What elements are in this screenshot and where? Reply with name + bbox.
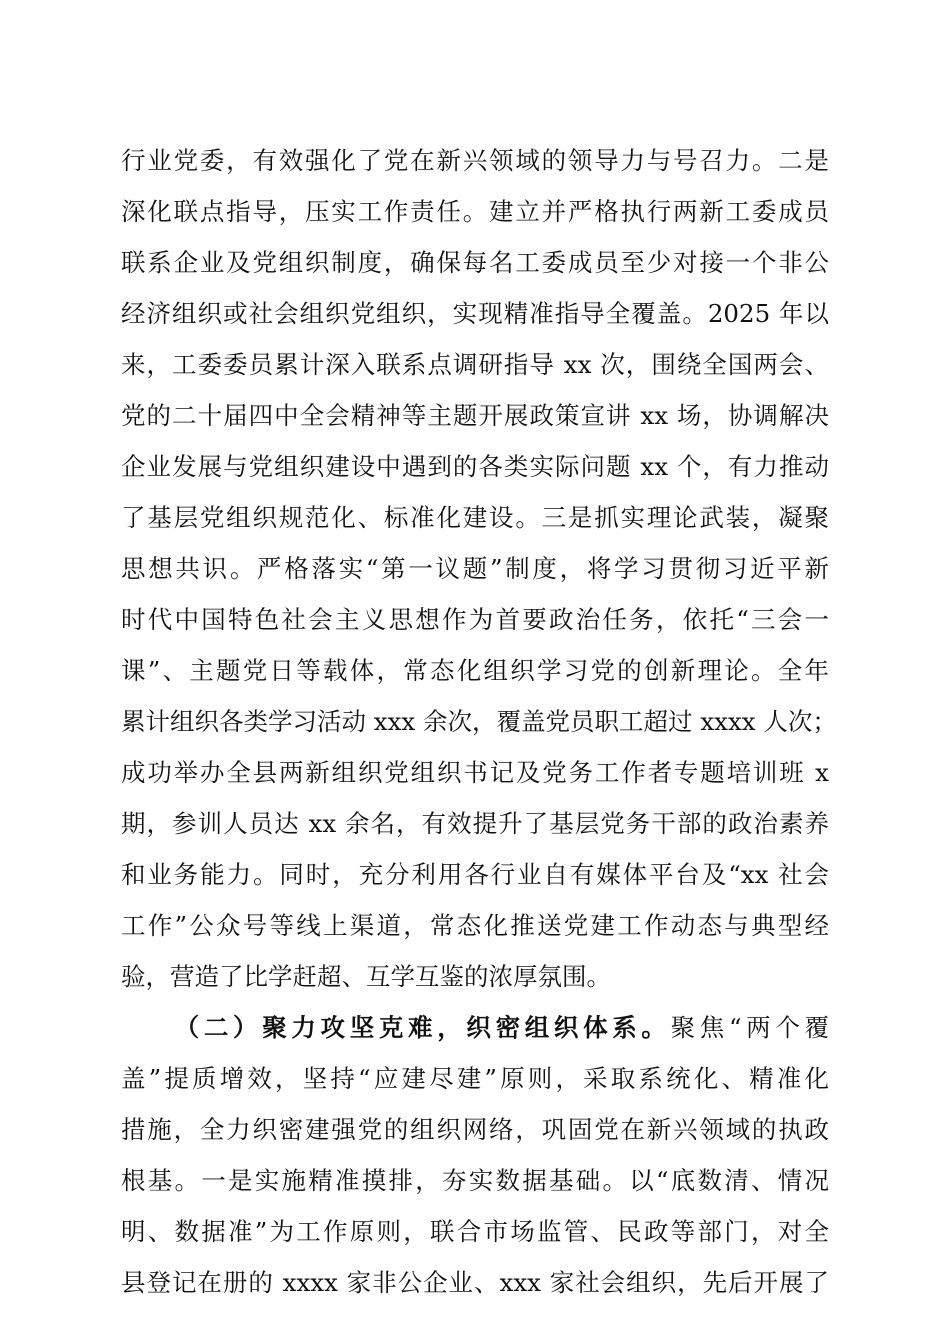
body-text-line: 验，营造了比学赶超、互学互鉴的浓厚氛围。 [121,962,611,991]
body-text-line: 明、数据准”为工作原则，联合市场监管、民政等部门，对全 [121,1217,829,1246]
body-text-line: 时代中国特色社会主义思想作为首要政治任务，依托“三会一 [121,605,829,634]
body-text-line: 期，参训人员达 xx 余名，有效提升了基层党务干部的政治素养 [121,809,829,838]
body-text-line: 措施，全力织密建强党的组织网络，巩固党在新兴领域的执政 [121,1115,829,1144]
section-heading: （二）聚力攻坚克难，织密组织体系。 [170,1013,671,1042]
body-text-line: 成功举办全县两新组织党组织书记及党务工作者专题培训班 x [121,758,829,787]
body-text-line: 课”、主题党日等载体，常态化组织学习党的创新理论。全年 [121,656,829,685]
body-text-line: 经济组织或社会组织党组织，实现精准指导全覆盖。2025 年以 [121,299,829,328]
body-text-line: 工作”公众号等线上渠道，常态化推送党建工作动态与典型经 [121,911,829,940]
body-text-line: 联系企业及党组织制度，确保每名工委成员至少对接一个非公 [121,248,829,277]
body-text-line: 县登记在册的 xxxx 家非公企业、xxx 家社会组织，先后开展了 [121,1268,829,1297]
body-text-line: 来，工委委员累计深入联系点调研指导 xx 次，围绕全国两会、 [121,350,829,379]
body-text-line: 累计组织各类学习活动 xxx 余次，覆盖党员职工超过 xxxx 人次； [121,707,837,736]
body-text-line: 和业务能力。同时，充分利用各行业自有媒体平台及“xx 社会 [121,860,829,889]
body-text-line: 党的二十届四中全会精神等主题开展政策宣讲 xx 场，协调解决 [121,401,829,430]
body-text-line: 根基。一是实施精准摸排，夯实数据基础。以“底数清、情况 [121,1166,829,1195]
section-heading-line [121,1008,829,1048]
body-text-inline: 聚焦“两个覆 [670,1013,829,1042]
body-text-line: 思想共识。严格落实“第一议题”制度，将学习贯彻习近平新 [121,554,829,583]
body-text-line: 企业发展与党组织建设中遇到的各类实际问题 xx 个，有力推动 [121,452,829,481]
body-text-line: 盖”提质增效，坚持“应建尽建”原则，采取系统化、精准化 [121,1064,829,1093]
body-text-line: 深化联点指导，压实工作责任。建立并严格执行两新工委成员 [121,197,829,226]
body-text-line: 了基层党组织规范化、标准化建设。三是抓实理论武装，凝聚 [121,503,829,532]
body-text-line: 行业党委，有效强化了党在新兴领域的领导力与号召力。二是 [121,146,829,175]
